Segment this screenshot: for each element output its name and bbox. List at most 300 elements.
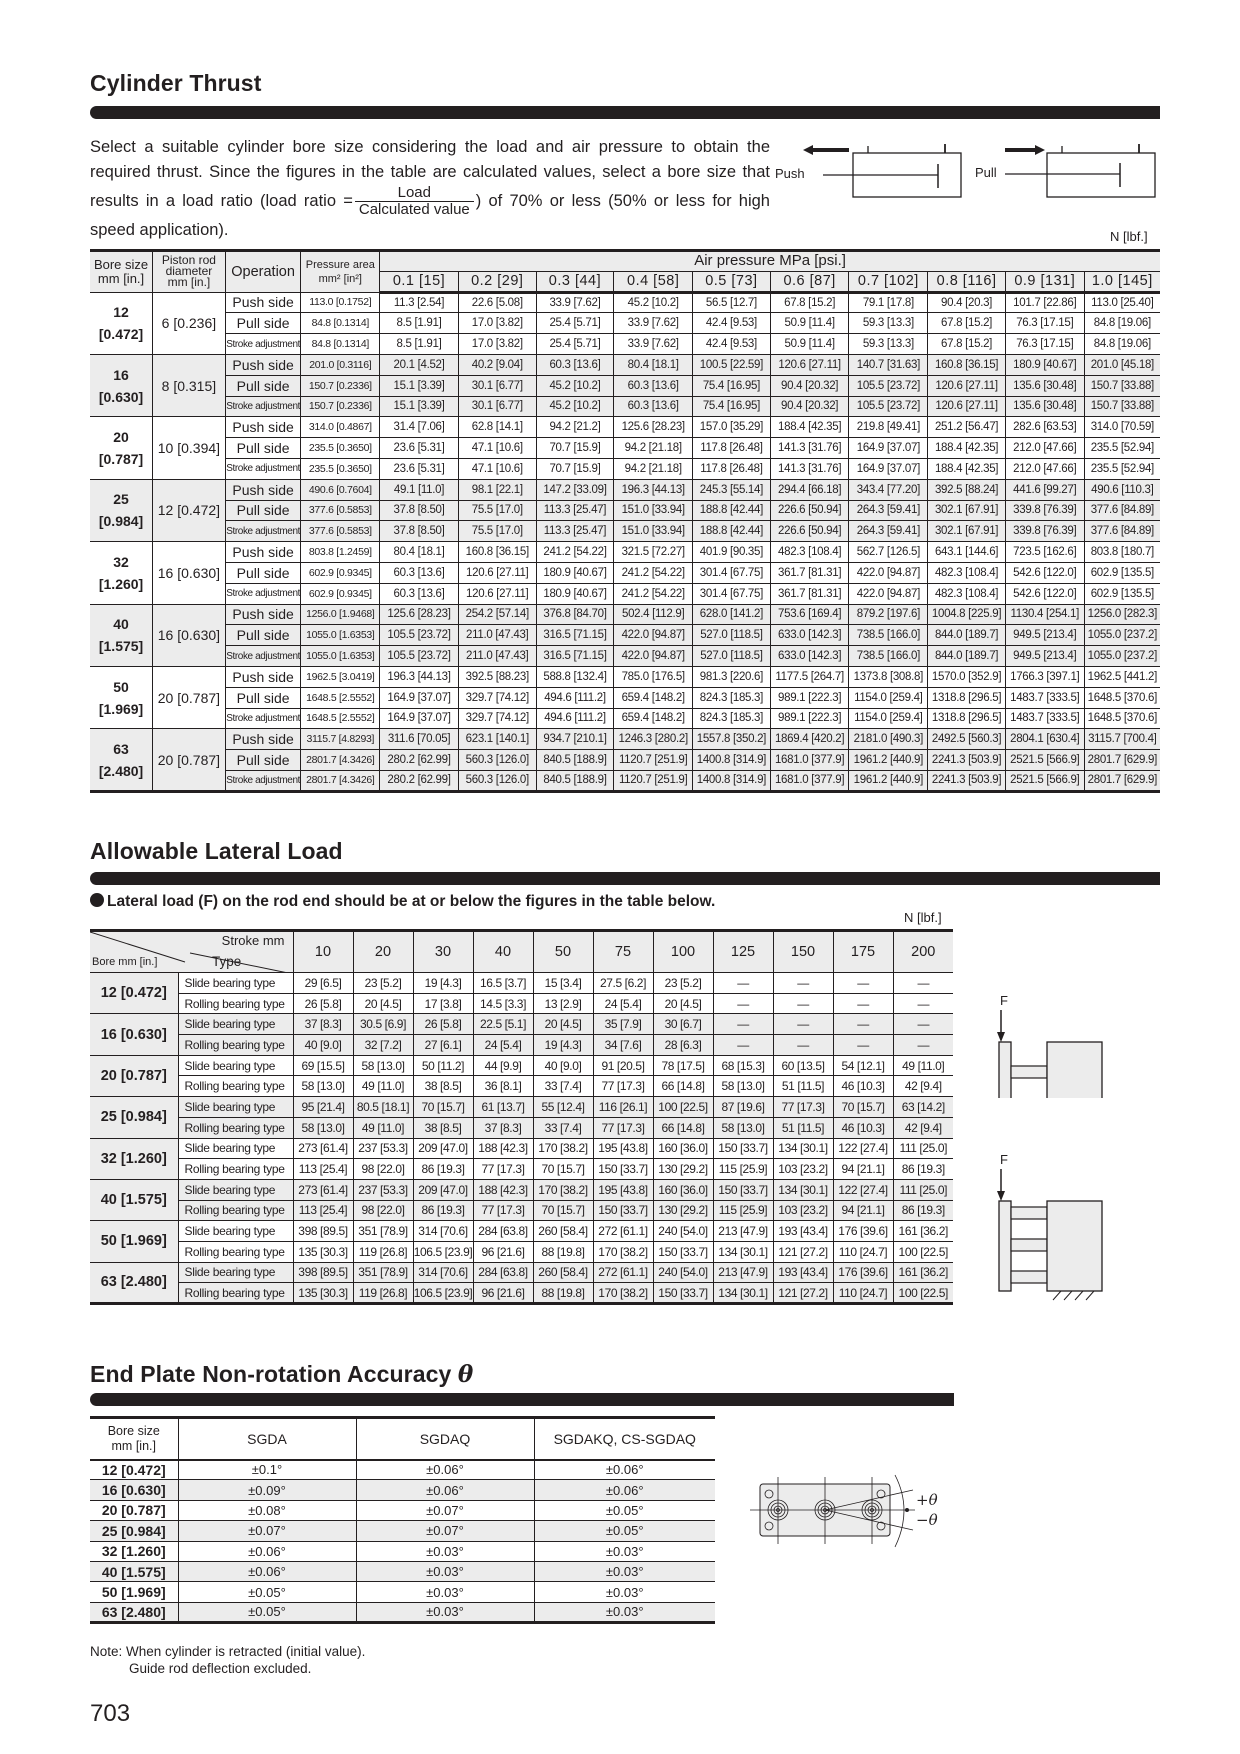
- lateral-load-value-cell: 160 [36.0]: [653, 1138, 713, 1159]
- thrust-value-cell: 60.3 [13.6]: [536, 354, 614, 375]
- thrust-value-cell: 50.9 [11.4]: [770, 334, 849, 355]
- lateral-load-value-cell: 20 [4.5]: [653, 993, 713, 1014]
- thrust-value-cell: 282.6 [63.53]: [1005, 417, 1084, 438]
- end-plate-title-text: End Plate Non-rotation Accuracy: [90, 1361, 452, 1387]
- accuracy-value-cell: ±0.03°: [534, 1582, 715, 1602]
- lateral-load-value-cell: 96 [21.6]: [473, 1241, 533, 1262]
- thrust-value-cell: 94.2 [21.2]: [536, 417, 614, 438]
- bore-size-cell: 40 [1.575]: [90, 604, 153, 666]
- lateral-load-value-cell: 58 [13.0]: [713, 1117, 773, 1138]
- lateral-load-value-cell: 69 [15.5]: [293, 1055, 353, 1076]
- bearing-type-cell: Rolling bearing type: [178, 1241, 293, 1262]
- bore-size-cell: 50 [1.969]: [90, 1221, 178, 1262]
- operation-cell: Pull side: [225, 687, 301, 708]
- accuracy-value-cell: ±0.05°: [534, 1521, 715, 1541]
- plus-theta-label: +θ: [916, 1491, 938, 1509]
- pressure-area-cell: 1962.5 [3.0419]: [301, 666, 380, 687]
- lateral-load-value-cell: 24 [5.4]: [593, 993, 653, 1014]
- thrust-value-cell: 45.2 [10.2]: [536, 375, 614, 396]
- intro-part2: ) of 70% or less (50% or less for high speed application).: [90, 191, 770, 239]
- lateral-load-value-cell: —: [833, 993, 893, 1014]
- thrust-value-cell: 188.8 [42.44]: [693, 500, 771, 521]
- lateral-load-value-cell: 42 [9.4]: [893, 1117, 953, 1138]
- lateral-load-value-cell: 38 [8.5]: [413, 1076, 473, 1097]
- thrust-value-cell: 196.3 [44.13]: [614, 479, 693, 500]
- thrust-value-cell: 1681.0 [377.9]: [770, 750, 849, 771]
- accuracy-value-cell: ±0.1°: [178, 1460, 356, 1480]
- thrust-value-cell: 235.5 [52.94]: [1084, 438, 1160, 459]
- pull-diagram: [1005, 144, 1155, 197]
- fraction-numerator: Load: [355, 185, 474, 202]
- thrust-value-cell: 17.0 [3.82]: [458, 334, 536, 355]
- lateral-load-value-cell: 66 [14.8]: [653, 1117, 713, 1138]
- table-row: [90, 417, 1160, 438]
- bearing-type-cell: Slide bearing type: [178, 1055, 293, 1076]
- table-row: [90, 438, 1160, 459]
- lateral-load-value-cell: 34 [7.6]: [593, 1035, 653, 1056]
- table-row: [90, 1221, 953, 1242]
- lateral-load-value-cell: 213 [47.9]: [713, 1221, 773, 1242]
- thrust-value-cell: 15.1 [3.39]: [380, 396, 459, 417]
- pressure-area-cell: 3115.7 [4.8293]: [301, 729, 380, 750]
- header-type: Type: [212, 954, 242, 969]
- thrust-value-cell: 180.9 [40.67]: [536, 583, 614, 604]
- header-stroke: Stroke mm: [221, 933, 285, 948]
- thrust-value-cell: 562.7 [126.5]: [849, 542, 928, 563]
- thrust-value-cell: 2241.3 [503.9]: [928, 770, 1006, 791]
- lateral-load-value-cell: 110 [24.7]: [833, 1283, 893, 1304]
- thrust-value-cell: 30.1 [6.77]: [458, 396, 536, 417]
- thrust-value-cell: 151.0 [33.94]: [614, 521, 693, 542]
- lateral-load-value-cell: —: [713, 973, 773, 994]
- bearing-type-cell: Rolling bearing type: [178, 1117, 293, 1138]
- thrust-value-cell: 70.7 [15.9]: [536, 458, 614, 479]
- thrust-value-cell: 160.8 [36.15]: [458, 542, 536, 563]
- table-row: [90, 993, 953, 1014]
- thrust-value-cell: 42.4 [9.53]: [693, 313, 771, 334]
- table-row: [90, 292, 1160, 313]
- lateral-load-value-cell: 50 [11.2]: [413, 1055, 473, 1076]
- thrust-value-cell: 56.5 [12.7]: [693, 292, 771, 313]
- header-stroke-value: 40: [473, 931, 533, 973]
- piston-rod-cell: 20 [0.787]: [153, 666, 226, 728]
- operation-cell: Stroke adjustment: [225, 770, 301, 791]
- lateral-bullet-note: [90, 893, 715, 911]
- theta-symbol: θ: [457, 1361, 474, 1388]
- bore-size-cell: 50 [1.969]: [90, 1582, 178, 1602]
- lateral-load-value-cell: 70 [15.7]: [533, 1159, 593, 1180]
- bullet-icon: [90, 893, 104, 907]
- accuracy-value-cell: ±0.03°: [534, 1561, 715, 1581]
- pressure-area-cell: 602.9 [0.9345]: [301, 583, 380, 604]
- operation-cell: Pull side: [225, 500, 301, 521]
- thrust-value-cell: 151.0 [33.94]: [614, 500, 693, 521]
- lateral-load-value-cell: 150 [33.7]: [653, 1283, 713, 1304]
- bearing-type-cell: Rolling bearing type: [178, 1283, 293, 1304]
- thrust-intro-text: [90, 135, 770, 243]
- lateral-load-value-cell: 23 [5.2]: [653, 973, 713, 994]
- thrust-value-cell: 560.3 [126.0]: [458, 750, 536, 771]
- lateral-load-value-cell: 188 [42.3]: [473, 1138, 533, 1159]
- lateral-load-value-cell: —: [893, 973, 953, 994]
- thrust-value-cell: 60.3 [13.6]: [614, 396, 693, 417]
- section-divider-bar: [90, 872, 1160, 885]
- thrust-value-cell: 147.2 [33.09]: [536, 479, 614, 500]
- lateral-load-value-cell: 150 [33.7]: [653, 1241, 713, 1262]
- lateral-load-value-cell: 103 [23.2]: [773, 1159, 833, 1180]
- header-pressure: 0.3 [44]: [536, 271, 614, 292]
- thrust-value-cell: 1681.0 [377.9]: [770, 770, 849, 791]
- table-row: [90, 562, 1160, 583]
- pressure-area-cell: 2801.7 [4.3426]: [301, 750, 380, 771]
- thrust-value-cell: 361.7 [81.31]: [770, 583, 849, 604]
- lateral-load-value-cell: —: [773, 1035, 833, 1056]
- thrust-value-cell: 201.0 [45.18]: [1084, 354, 1160, 375]
- header-stroke-value: 150: [773, 931, 833, 973]
- end-plate-table-body: [90, 1460, 715, 1623]
- lateral-load-value-cell: 20 [4.5]: [353, 993, 413, 1014]
- pressure-area-cell: 1648.5 [2.5552]: [301, 687, 380, 708]
- bore-size-cell: 20 [0.787]: [90, 1055, 178, 1096]
- piston-rod-cell: 12 [0.472]: [153, 479, 226, 541]
- operation-cell: Push side: [225, 479, 301, 500]
- bore-size-cell: 63 [2.480]: [90, 729, 153, 791]
- lateral-load-value-cell: 100 [22.5]: [893, 1283, 953, 1304]
- lateral-load-value-cell: 17 [3.8]: [413, 993, 473, 1014]
- lateral-load-value-cell: 77 [17.3]: [593, 1117, 653, 1138]
- end-plate-note: [90, 1643, 365, 1677]
- header-stroke-value: 125: [713, 931, 773, 973]
- thrust-value-cell: 45.2 [10.2]: [614, 292, 693, 313]
- push-diagram: [803, 144, 961, 197]
- table-row: [90, 1117, 953, 1138]
- thrust-value-cell: 343.4 [77.20]: [849, 479, 928, 500]
- lateral-load-value-cell: 37 [8.3]: [473, 1117, 533, 1138]
- table-row: [90, 770, 1160, 791]
- thrust-value-cell: 117.8 [26.48]: [693, 438, 771, 459]
- thrust-value-cell: 180.9 [40.67]: [1005, 354, 1084, 375]
- table-row: [90, 973, 953, 994]
- bore-size-cell: 50 [1.969]: [90, 666, 153, 728]
- thrust-value-cell: 188.4 [42.35]: [928, 438, 1006, 459]
- bore-size-cell: 20 [0.787]: [90, 1500, 178, 1520]
- lateral-load-value-cell: 86 [19.3]: [893, 1159, 953, 1180]
- thrust-value-cell: 1557.8 [350.2]: [693, 729, 771, 750]
- thrust-value-cell: 40.2 [9.04]: [458, 354, 536, 375]
- bearing-type-cell: Slide bearing type: [178, 1138, 293, 1159]
- lateral-load-value-cell: 61 [13.7]: [473, 1097, 533, 1118]
- thrust-value-cell: 11.3 [2.54]: [380, 292, 459, 313]
- thrust-value-cell: 226.6 [50.94]: [770, 521, 849, 542]
- thrust-value-cell: 392.5 [88.24]: [928, 479, 1006, 500]
- lateral-load-value-cell: 58 [13.0]: [713, 1076, 773, 1097]
- pressure-area-cell: 602.9 [0.9345]: [301, 562, 380, 583]
- table-row: [90, 1602, 715, 1622]
- lateral-load-value-cell: 134 [30.1]: [773, 1138, 833, 1159]
- thrust-value-cell: 160.8 [36.15]: [928, 354, 1006, 375]
- thrust-value-cell: 241.2 [54.22]: [614, 583, 693, 604]
- thrust-value-cell: 949.5 [213.4]: [1005, 625, 1084, 646]
- thrust-value-cell: 75.4 [16.95]: [693, 375, 771, 396]
- pressure-area-cell: 84.8 [0.1314]: [301, 313, 380, 334]
- thrust-value-cell: 1483.7 [333.5]: [1005, 708, 1084, 729]
- lateral-unit-label: N [lbf.]: [904, 910, 942, 925]
- lateral-load-value-cell: 284 [63.8]: [473, 1262, 533, 1283]
- thrust-value-cell: 62.8 [14.1]: [458, 417, 536, 438]
- lateral-load-value-cell: 351 [78.9]: [353, 1221, 413, 1242]
- lateral-load-value-cell: 58 [13.0]: [293, 1117, 353, 1138]
- thrust-value-cell: 840.5 [188.9]: [536, 770, 614, 791]
- lateral-load-value-cell: 70 [15.7]: [833, 1097, 893, 1118]
- header-pressure: 0.1 [15]: [380, 271, 459, 292]
- thrust-value-cell: 241.2 [54.22]: [536, 542, 614, 563]
- thrust-value-cell: 113.3 [25.47]: [536, 500, 614, 521]
- operation-cell: Stroke adjustment: [225, 583, 301, 604]
- operation-cell: Pull side: [225, 562, 301, 583]
- thrust-value-cell: 1154.0 [259.4]: [849, 708, 928, 729]
- accuracy-value-cell: ±0.06°: [178, 1561, 356, 1581]
- thrust-value-cell: 321.5 [72.27]: [614, 542, 693, 563]
- operation-cell: Push side: [225, 417, 301, 438]
- thrust-value-cell: 105.5 [23.72]: [380, 625, 459, 646]
- thrust-value-cell: 90.4 [20.32]: [770, 375, 849, 396]
- thrust-value-cell: 117.8 [26.48]: [693, 458, 771, 479]
- thrust-value-cell: 659.4 [148.2]: [614, 687, 693, 708]
- pressure-area-cell: 1256.0 [1.9468]: [301, 604, 380, 625]
- lateral-load-value-cell: 37 [8.3]: [293, 1014, 353, 1035]
- table-row: [90, 583, 1160, 604]
- thrust-value-cell: 120.6 [27.11]: [928, 396, 1006, 417]
- lateral-load-value-cell: 260 [58.4]: [533, 1221, 593, 1242]
- lateral-load-value-cell: 240 [54.0]: [653, 1262, 713, 1283]
- lateral-load-value-cell: 260 [58.4]: [533, 1262, 593, 1283]
- thrust-value-cell: 100.5 [22.59]: [693, 354, 771, 375]
- header-pressure-area: Pressure area mm² [in²]: [301, 251, 380, 293]
- accuracy-value-cell: ±0.06°: [178, 1541, 356, 1561]
- thrust-value-cell: 785.0 [176.5]: [614, 666, 693, 687]
- lateral-load-value-cell: —: [893, 1014, 953, 1035]
- lateral-load-diagram-single-rod: [995, 1008, 1105, 1098]
- header-corner-cell: [90, 931, 293, 973]
- thrust-value-cell: 301.4 [67.75]: [693, 562, 771, 583]
- operation-cell: Push side: [225, 604, 301, 625]
- lateral-load-value-cell: 272 [61.1]: [593, 1221, 653, 1242]
- thrust-value-cell: 377.6 [84.89]: [1084, 521, 1160, 542]
- lateral-load-value-cell: 100 [22.5]: [653, 1097, 713, 1118]
- thrust-value-cell: 23.6 [5.31]: [380, 458, 459, 479]
- lateral-load-value-cell: 240 [54.0]: [653, 1221, 713, 1242]
- lateral-load-value-cell: 121 [27.2]: [773, 1241, 833, 1262]
- lateral-load-value-cell: 35 [7.9]: [593, 1014, 653, 1035]
- thrust-value-cell: 2241.3 [503.9]: [928, 750, 1006, 771]
- lateral-load-value-cell: 237 [53.3]: [353, 1179, 413, 1200]
- thrust-value-cell: 981.3 [220.6]: [693, 666, 771, 687]
- table-row: [90, 500, 1160, 521]
- lateral-load-value-cell: 36 [8.1]: [473, 1076, 533, 1097]
- table-row: [90, 1097, 953, 1118]
- accuracy-value-cell: ±0.06°: [356, 1480, 534, 1500]
- thrust-value-cell: 738.5 [166.0]: [849, 646, 928, 667]
- thrust-value-cell: 527.0 [118.5]: [693, 625, 771, 646]
- lateral-load-value-cell: 284 [63.8]: [473, 1221, 533, 1242]
- lateral-load-value-cell: —: [893, 993, 953, 1014]
- lateral-load-table: [90, 929, 953, 1305]
- lateral-load-value-cell: —: [713, 993, 773, 1014]
- lateral-load-value-cell: —: [713, 1035, 773, 1056]
- thrust-value-cell: 188.4 [42.35]: [770, 417, 849, 438]
- thrust-value-cell: 113.3 [25.47]: [536, 521, 614, 542]
- thrust-value-cell: 60.3 [13.6]: [380, 562, 459, 583]
- bore-size-cell: 40 [1.575]: [90, 1179, 178, 1220]
- lateral-load-value-cell: 38 [8.5]: [413, 1117, 473, 1138]
- table-row: [90, 521, 1160, 542]
- lateral-load-value-cell: 121 [27.2]: [773, 1283, 833, 1304]
- lateral-load-value-cell: 314 [70.6]: [413, 1221, 473, 1242]
- thrust-unit-label: N [lbf.]: [1110, 229, 1148, 244]
- bearing-type-cell: Rolling bearing type: [178, 1076, 293, 1097]
- accuracy-value-cell: ±0.06°: [356, 1460, 534, 1480]
- thrust-value-cell: 1256.0 [282.3]: [1084, 604, 1160, 625]
- piston-rod-cell: 20 [0.787]: [153, 729, 226, 791]
- thrust-value-cell: 1318.8 [296.5]: [928, 687, 1006, 708]
- thrust-value-cell: 401.9 [90.35]: [693, 542, 771, 563]
- thrust-value-cell: 60.3 [13.6]: [614, 375, 693, 396]
- thrust-value-cell: 75.4 [16.95]: [693, 396, 771, 417]
- lateral-load-value-cell: 119 [26.8]: [353, 1283, 413, 1304]
- thrust-value-cell: 633.0 [142.3]: [770, 625, 849, 646]
- lateral-load-value-cell: 195 [43.8]: [593, 1138, 653, 1159]
- lateral-load-value-cell: 111 [25.0]: [893, 1138, 953, 1159]
- piston-rod-cell: 16 [0.630]: [153, 604, 226, 666]
- thrust-value-cell: 1120.7 [251.9]: [614, 750, 693, 771]
- operation-cell: Stroke adjustment: [225, 708, 301, 729]
- lateral-load-value-cell: 32 [7.2]: [353, 1035, 413, 1056]
- lateral-load-value-cell: 100 [22.5]: [893, 1241, 953, 1262]
- bearing-type-cell: Rolling bearing type: [178, 993, 293, 1014]
- lateral-load-value-cell: 116 [26.1]: [593, 1097, 653, 1118]
- lateral-load-value-cell: 46 [10.3]: [833, 1117, 893, 1138]
- header-stroke-value: 20: [353, 931, 413, 973]
- table-row: [90, 1055, 953, 1076]
- bore-size-cell: 25 [0.984]: [90, 479, 153, 541]
- section-title-cylinder-thrust: Cylinder Thrust: [90, 70, 262, 96]
- bearing-type-cell: Slide bearing type: [178, 1262, 293, 1283]
- lateral-load-value-cell: 135 [30.3]: [293, 1283, 353, 1304]
- lateral-load-value-cell: 51 [11.5]: [773, 1117, 833, 1138]
- thrust-value-cell: 264.3 [59.41]: [849, 500, 928, 521]
- fraction-denominator: Calculated value: [358, 201, 470, 218]
- thrust-value-cell: 84.8 [19.06]: [1084, 313, 1160, 334]
- accuracy-value-cell: ±0.07°: [356, 1500, 534, 1520]
- header-pressure: 0.4 [58]: [614, 271, 693, 292]
- thrust-value-cell: 753.6 [169.4]: [770, 604, 849, 625]
- lateral-load-value-cell: 55 [12.4]: [533, 1097, 593, 1118]
- thrust-value-cell: 113.0 [25.40]: [1084, 292, 1160, 313]
- lateral-load-value-cell: 49 [11.0]: [353, 1076, 413, 1097]
- thrust-value-cell: 47.1 [10.6]: [458, 458, 536, 479]
- lateral-load-value-cell: 88 [19.8]: [533, 1283, 593, 1304]
- table-row: [90, 1159, 953, 1180]
- header-pressure: 1.0 [145]: [1084, 271, 1160, 292]
- table-row: [90, 1035, 953, 1056]
- intro-part1: Select a suitable cylinder bore size considering the load and air pressure to obtain the required thrust. Since the figures in the table are calculated values, select a bore size that results in a load ratio (load ratio =: [90, 138, 770, 210]
- thrust-value-cell: 120.6 [27.11]: [458, 583, 536, 604]
- table-row: [90, 1561, 715, 1581]
- header-bore-size: Bore size mm [in.]: [90, 251, 153, 293]
- lateral-load-value-cell: 103 [23.2]: [773, 1200, 833, 1221]
- operation-cell: Push side: [225, 292, 301, 313]
- thrust-value-cell: 1483.7 [333.5]: [1005, 687, 1084, 708]
- thrust-value-cell: 235.5 [52.94]: [1084, 458, 1160, 479]
- lateral-load-value-cell: 113 [25.4]: [293, 1159, 353, 1180]
- lateral-load-value-cell: 111 [25.0]: [893, 1179, 953, 1200]
- thrust-value-cell: 22.6 [5.08]: [458, 292, 536, 313]
- thrust-value-cell: 301.4 [67.75]: [693, 583, 771, 604]
- lateral-load-value-cell: 77 [17.3]: [473, 1159, 533, 1180]
- thrust-value-cell: 723.5 [162.6]: [1005, 542, 1084, 563]
- thrust-value-cell: 120.6 [27.11]: [770, 354, 849, 375]
- thrust-value-cell: 2801.7 [629.9]: [1084, 770, 1160, 791]
- thrust-value-cell: 157.0 [35.29]: [693, 417, 771, 438]
- table-row: [90, 396, 1160, 417]
- thrust-value-cell: 251.2 [56.47]: [928, 417, 1006, 438]
- accuracy-value-cell: ±0.06°: [534, 1460, 715, 1480]
- thrust-value-cell: 1570.0 [352.9]: [928, 666, 1006, 687]
- lateral-load-value-cell: —: [773, 993, 833, 1014]
- thrust-value-cell: 15.1 [3.39]: [380, 375, 459, 396]
- lateral-load-value-cell: 94 [21.1]: [833, 1159, 893, 1180]
- lateral-load-value-cell: 160 [36.0]: [653, 1179, 713, 1200]
- thrust-value-cell: 75.5 [17.0]: [458, 500, 536, 521]
- header-bore: Bore mm [in.]: [92, 956, 158, 968]
- thrust-value-cell: 2801.7 [629.9]: [1084, 750, 1160, 771]
- thrust-value-cell: 494.6 [111.2]: [536, 708, 614, 729]
- lateral-load-value-cell: 22.5 [5.1]: [473, 1014, 533, 1035]
- thrust-value-cell: 482.3 [108.4]: [770, 542, 849, 563]
- table-row: [90, 604, 1160, 625]
- thrust-value-cell: 188.4 [42.35]: [928, 458, 1006, 479]
- table-row: [90, 1500, 715, 1520]
- lateral-load-value-cell: 27 [6.1]: [413, 1035, 473, 1056]
- thrust-value-cell: 70.7 [15.9]: [536, 438, 614, 459]
- lateral-load-value-cell: —: [833, 1035, 893, 1056]
- lateral-load-value-cell: 273 [61.4]: [293, 1179, 353, 1200]
- pressure-area-cell: 314.0 [0.4867]: [301, 417, 380, 438]
- minus-theta-label: −θ: [916, 1511, 938, 1529]
- operation-cell: Stroke adjustment: [225, 458, 301, 479]
- header-stroke-value: 50: [533, 931, 593, 973]
- thrust-value-cell: 33.9 [7.62]: [536, 292, 614, 313]
- lateral-load-value-cell: —: [893, 1035, 953, 1056]
- thrust-value-cell: 98.1 [22.1]: [458, 479, 536, 500]
- table-row: [90, 1241, 953, 1262]
- lateral-load-value-cell: 188 [42.3]: [473, 1179, 533, 1200]
- lateral-load-value-cell: 193 [43.4]: [773, 1262, 833, 1283]
- lateral-load-value-cell: 96 [21.6]: [473, 1283, 533, 1304]
- lateral-load-value-cell: 150 [33.7]: [593, 1159, 653, 1180]
- thrust-value-cell: 1400.8 [314.9]: [693, 750, 771, 771]
- thrust-value-cell: 75.5 [17.0]: [458, 521, 536, 542]
- lateral-load-value-cell: 29 [6.5]: [293, 973, 353, 994]
- thrust-value-cell: 196.3 [44.13]: [380, 666, 459, 687]
- thrust-value-cell: 80.4 [18.1]: [380, 542, 459, 563]
- thrust-value-cell: 482.3 [108.4]: [928, 562, 1006, 583]
- thrust-value-cell: 254.2 [57.14]: [458, 604, 536, 625]
- operation-cell: Pull side: [225, 750, 301, 771]
- thrust-value-cell: 79.1 [17.8]: [849, 292, 928, 313]
- thrust-value-cell: 542.6 [122.0]: [1005, 562, 1084, 583]
- thrust-value-cell: 659.4 [148.2]: [614, 708, 693, 729]
